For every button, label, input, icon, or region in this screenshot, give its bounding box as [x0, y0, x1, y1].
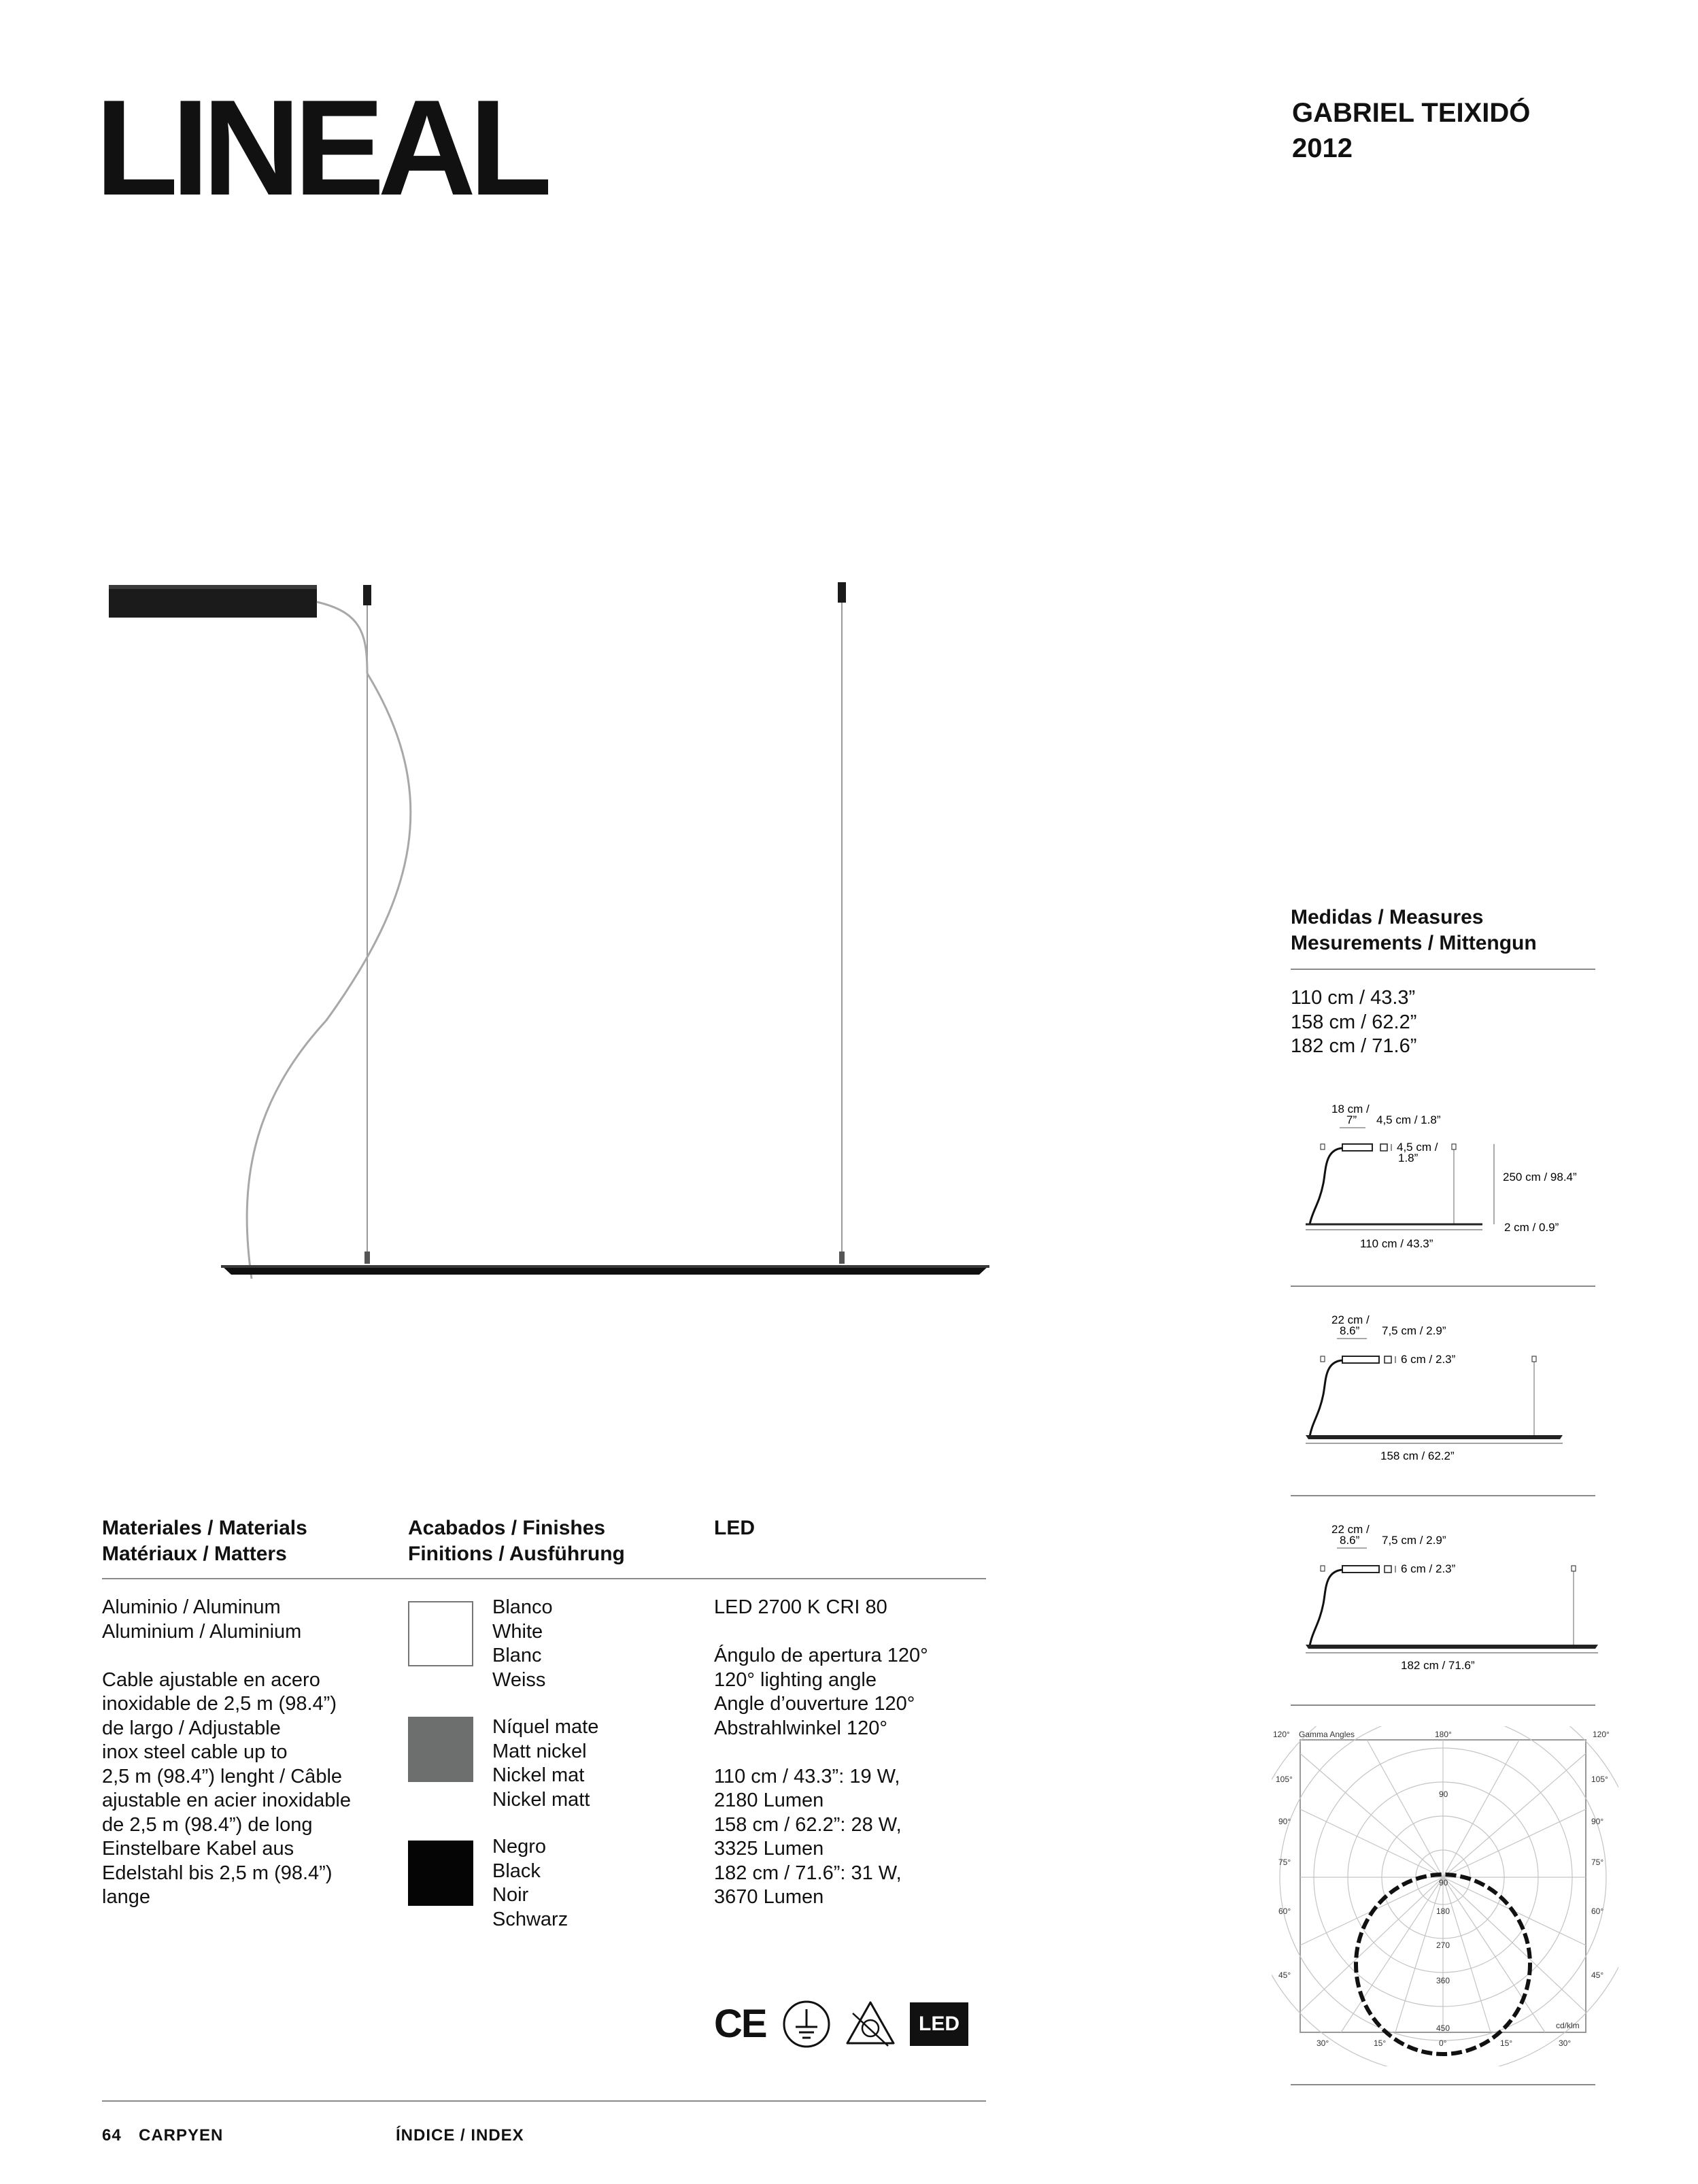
- materials-line: lange: [102, 1886, 150, 1908]
- led-line: Abstrahlwinkel 120°: [714, 1717, 888, 1739]
- polar-left-45: 45°: [1278, 1970, 1291, 1980]
- led-line: 110 cm / 43.3”: 19 W,: [714, 1765, 900, 1787]
- d3-length: 182 cm / 71.6”: [1401, 1659, 1475, 1672]
- led-line: 3325 Lumen: [714, 1838, 824, 1860]
- swatch-matt-nickel: [408, 1717, 473, 1782]
- polar-right-105: 105°: [1591, 1775, 1608, 1784]
- led-line: Angle d’ouverture 120°: [714, 1693, 915, 1715]
- finish-label: Noir: [492, 1884, 529, 1906]
- finishes-heading-2: Finitions / Ausführung: [408, 1543, 625, 1565]
- measures-heading: [1291, 905, 1537, 956]
- power-cable: [247, 602, 411, 1279]
- design-year: 2012: [1292, 133, 1353, 163]
- led-line: 3670 Lumen: [714, 1886, 824, 1908]
- materials-line: inoxidable de 2,5 m (98.4”): [102, 1693, 337, 1715]
- finish-nickel-labels: [492, 1715, 598, 1812]
- swatch-black: [408, 1841, 473, 1906]
- earth-ground-icon: [781, 1998, 832, 2050]
- materials-line: 2,5 m (98.4”) lenght / Câble: [102, 1765, 343, 1787]
- no-insulation-cover-icon: [843, 1998, 898, 2050]
- ce-mark-icon: CE: [714, 2002, 766, 2046]
- measures-heading-1: Medidas / Measures: [1291, 906, 1484, 928]
- polar-right-90: 90°: [1591, 1817, 1604, 1826]
- finishes-heading: [408, 1515, 625, 1567]
- diagram-rule-2: [1291, 1495, 1595, 1496]
- materials-line: Einstelbare Kabel aus: [102, 1838, 294, 1860]
- polar-left-105: 105°: [1276, 1775, 1293, 1784]
- materials-line: de 2,5 m (98.4”) de long: [102, 1813, 313, 1836]
- swatch-white: [408, 1601, 473, 1666]
- ceiling-anchor-left: [363, 585, 371, 605]
- polar-bottom-15b: 15°: [1500, 2038, 1513, 2048]
- polar-top-right: 120°: [1593, 1730, 1610, 1739]
- d1-cable: 250 cm / 98.4”: [1503, 1171, 1577, 1183]
- led-line: LED 2700 K CRI 80: [714, 1596, 887, 1618]
- d2-width-b: 8.6”: [1340, 1324, 1360, 1337]
- d1-height: 4,5 cm / 1.8”: [1376, 1113, 1441, 1126]
- diagram-158: [1285, 1306, 1605, 1476]
- measures-heading-2: Mesurements / Mittengun: [1291, 932, 1537, 954]
- page-number: 64: [102, 2126, 122, 2145]
- finish-label: Níquel mate: [492, 1716, 599, 1738]
- index-link[interactable]: ÍNDICE / INDEX: [396, 2126, 524, 2145]
- ceiling-canopy: [109, 585, 317, 618]
- materials-line: Aluminio / Aluminum: [102, 1596, 281, 1618]
- finishes-heading-1: Acabados / Finishes: [408, 1517, 606, 1539]
- d1-length: 110 cm / 43.3”: [1360, 1237, 1433, 1250]
- led-badge-icon: LED: [910, 2002, 968, 2046]
- materials-line: Edelstahl bis 2,5 m (98.4”): [102, 1862, 333, 1884]
- finish-label: Black: [492, 1860, 541, 1882]
- diagram-182: [1285, 1515, 1605, 1685]
- d1-depth-a: 4,5 cm /: [1397, 1141, 1438, 1154]
- polar-unit: cd/klm: [1556, 2021, 1580, 2030]
- d2-width-a: 22 cm /: [1331, 1313, 1370, 1326]
- footer-rule: [102, 2100, 986, 2102]
- d3-depth: 6 cm / 2.3”: [1401, 1562, 1456, 1575]
- materials-line: de largo / Adjustable: [102, 1717, 281, 1739]
- materials-heading-1: Materiales / Materials: [102, 1517, 307, 1539]
- product-title: LINEAL: [95, 72, 546, 224]
- finish-label: Blanc: [492, 1645, 542, 1666]
- d2-depth: 6 cm / 2.3”: [1401, 1353, 1456, 1366]
- finish-label: Nickel mat: [492, 1764, 585, 1786]
- d1-depth-b: 1.8”: [1398, 1152, 1419, 1164]
- polar-right-60: 60°: [1591, 1906, 1604, 1916]
- d2-height: 7,5 cm / 2.9”: [1382, 1324, 1446, 1337]
- footer-brand: CARPYEN: [139, 2126, 224, 2145]
- designer-block: [1292, 95, 1530, 166]
- polar-bottom-15a: 15°: [1374, 2038, 1387, 2048]
- photometric-polar-diagram: [1272, 1726, 1618, 2066]
- d3-height: 7,5 cm / 2.9”: [1382, 1534, 1446, 1547]
- polar-radial-90b: 90: [1439, 1878, 1448, 1887]
- finish-label: White: [492, 1620, 543, 1643]
- polar-gamma: Gamma Angles: [1299, 1730, 1355, 1739]
- polar-left-60: 60°: [1278, 1906, 1291, 1916]
- led-line: 182 cm / 71.6”: 31 W,: [714, 1862, 902, 1884]
- materials-line: inox steel cable up to: [102, 1741, 288, 1763]
- polar-left-90: 90°: [1278, 1817, 1291, 1826]
- polar-radial-180: 180: [1436, 1906, 1450, 1916]
- measure-182: 182 cm / 71.6”: [1291, 1035, 1417, 1057]
- measure-110: 110 cm / 43.3”: [1291, 987, 1416, 1009]
- led-text: [714, 1596, 928, 1910]
- polar-radial-450: 450: [1436, 2023, 1450, 2033]
- finish-label: Nickel matt: [492, 1788, 590, 1811]
- polar-radial-270: 270: [1436, 1941, 1450, 1950]
- finish-label: Negro: [492, 1836, 546, 1858]
- d1-width-b: 7”: [1346, 1113, 1357, 1126]
- led-line: Ángulo de apertura 120°: [714, 1645, 928, 1666]
- polar-bottom-30b: 30°: [1559, 2038, 1572, 2048]
- diagram-110: [1285, 1095, 1605, 1251]
- product-illustration: [102, 571, 1006, 1313]
- materials-line: ajustable en acier inoxidable: [102, 1790, 351, 1811]
- materials-text: [102, 1596, 351, 1910]
- finish-black-labels: [492, 1835, 568, 1932]
- diagram-rule-3: [1291, 1704, 1595, 1706]
- designer-name: GABRIEL TEIXIDÓ: [1292, 98, 1531, 128]
- spec-table-rule: [102, 1578, 986, 1579]
- d1-thickness: 2 cm / 0.9”: [1504, 1221, 1559, 1234]
- finish-label: Schwarz: [492, 1908, 568, 1930]
- polar-left-75: 75°: [1278, 1858, 1291, 1867]
- ceiling-anchor-right: [838, 582, 846, 603]
- d3-width-b: 8.6”: [1340, 1534, 1360, 1547]
- polar-right-45: 45°: [1591, 1970, 1604, 1980]
- materials-heading: [102, 1515, 307, 1567]
- polar-radial-360: 360: [1436, 1976, 1450, 1985]
- d3-width-a: 22 cm /: [1331, 1523, 1370, 1536]
- d2-length: 158 cm / 62.2”: [1380, 1449, 1455, 1462]
- measures-list: [1291, 986, 1416, 1059]
- diagram-rule-1: [1291, 1286, 1595, 1287]
- polar-bottom-0: 0°: [1439, 2038, 1447, 2048]
- polar-right-75: 75°: [1591, 1858, 1604, 1867]
- led-heading: LED: [714, 1517, 755, 1539]
- measures-rule: [1291, 969, 1595, 970]
- finish-white-labels: [492, 1596, 553, 1692]
- led-line: 158 cm / 62.2”: 28 W,: [714, 1813, 902, 1836]
- finish-label: Matt nickel: [492, 1740, 587, 1762]
- led-line: 2180 Lumen: [714, 1790, 824, 1811]
- polar-radial-90a: 90: [1439, 1790, 1448, 1799]
- polar-rule: [1291, 2084, 1595, 2085]
- finish-label: Weiss: [492, 1668, 546, 1691]
- materials-line: Aluminium / Aluminium: [102, 1620, 302, 1643]
- polar-top-center: 180°: [1435, 1730, 1452, 1739]
- polar-top-left: 120°: [1273, 1730, 1290, 1739]
- finish-label: Blanco: [492, 1596, 553, 1618]
- materials-heading-2: Matériaux / Matters: [102, 1543, 287, 1565]
- d1-width-a: 18 cm /: [1331, 1103, 1370, 1115]
- measure-158: 158 cm / 62.2”: [1291, 1011, 1417, 1033]
- polar-bottom-30a: 30°: [1317, 2038, 1329, 2048]
- materials-line: Cable ajustable en acero: [102, 1668, 320, 1691]
- led-line: 120° lighting angle: [714, 1668, 877, 1691]
